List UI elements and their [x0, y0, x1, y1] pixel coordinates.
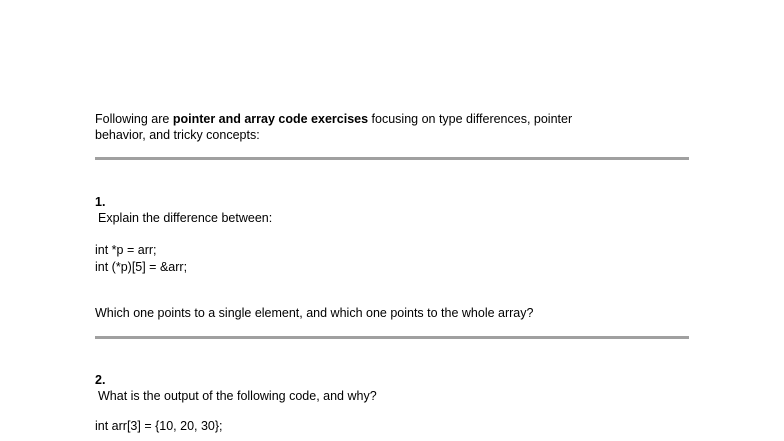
question-2: [95, 372, 690, 435]
intro-prefix: Following are: [95, 112, 173, 126]
question-text: What is the output of the following code, and why?: [98, 389, 377, 403]
question-follow-up: Which one points to a single element, and which one points to the whole array?: [95, 306, 534, 320]
intro-bold-phrase: pointer and array code exercises: [172, 112, 369, 126]
intro-suffix: focusing on type differences, pointer: [368, 112, 573, 126]
code-line: int (*p)[5] = &arr;: [95, 260, 188, 274]
horizontal-rule: [95, 157, 689, 160]
code-line: int arr[3] = {10, 20, 30};: [95, 419, 223, 433]
intro-line2: behavior, and tricky concepts:: [95, 128, 260, 142]
question-text: Explain the difference between:: [98, 211, 273, 225]
intro-paragraph: [95, 111, 690, 143]
question-1: [95, 194, 690, 321]
document-page: [95, 111, 690, 435]
question-number: 1.: [95, 195, 106, 209]
horizontal-rule: [95, 336, 689, 339]
code-line: int *p = arr;: [95, 243, 157, 257]
question-number: 2.: [95, 373, 106, 387]
